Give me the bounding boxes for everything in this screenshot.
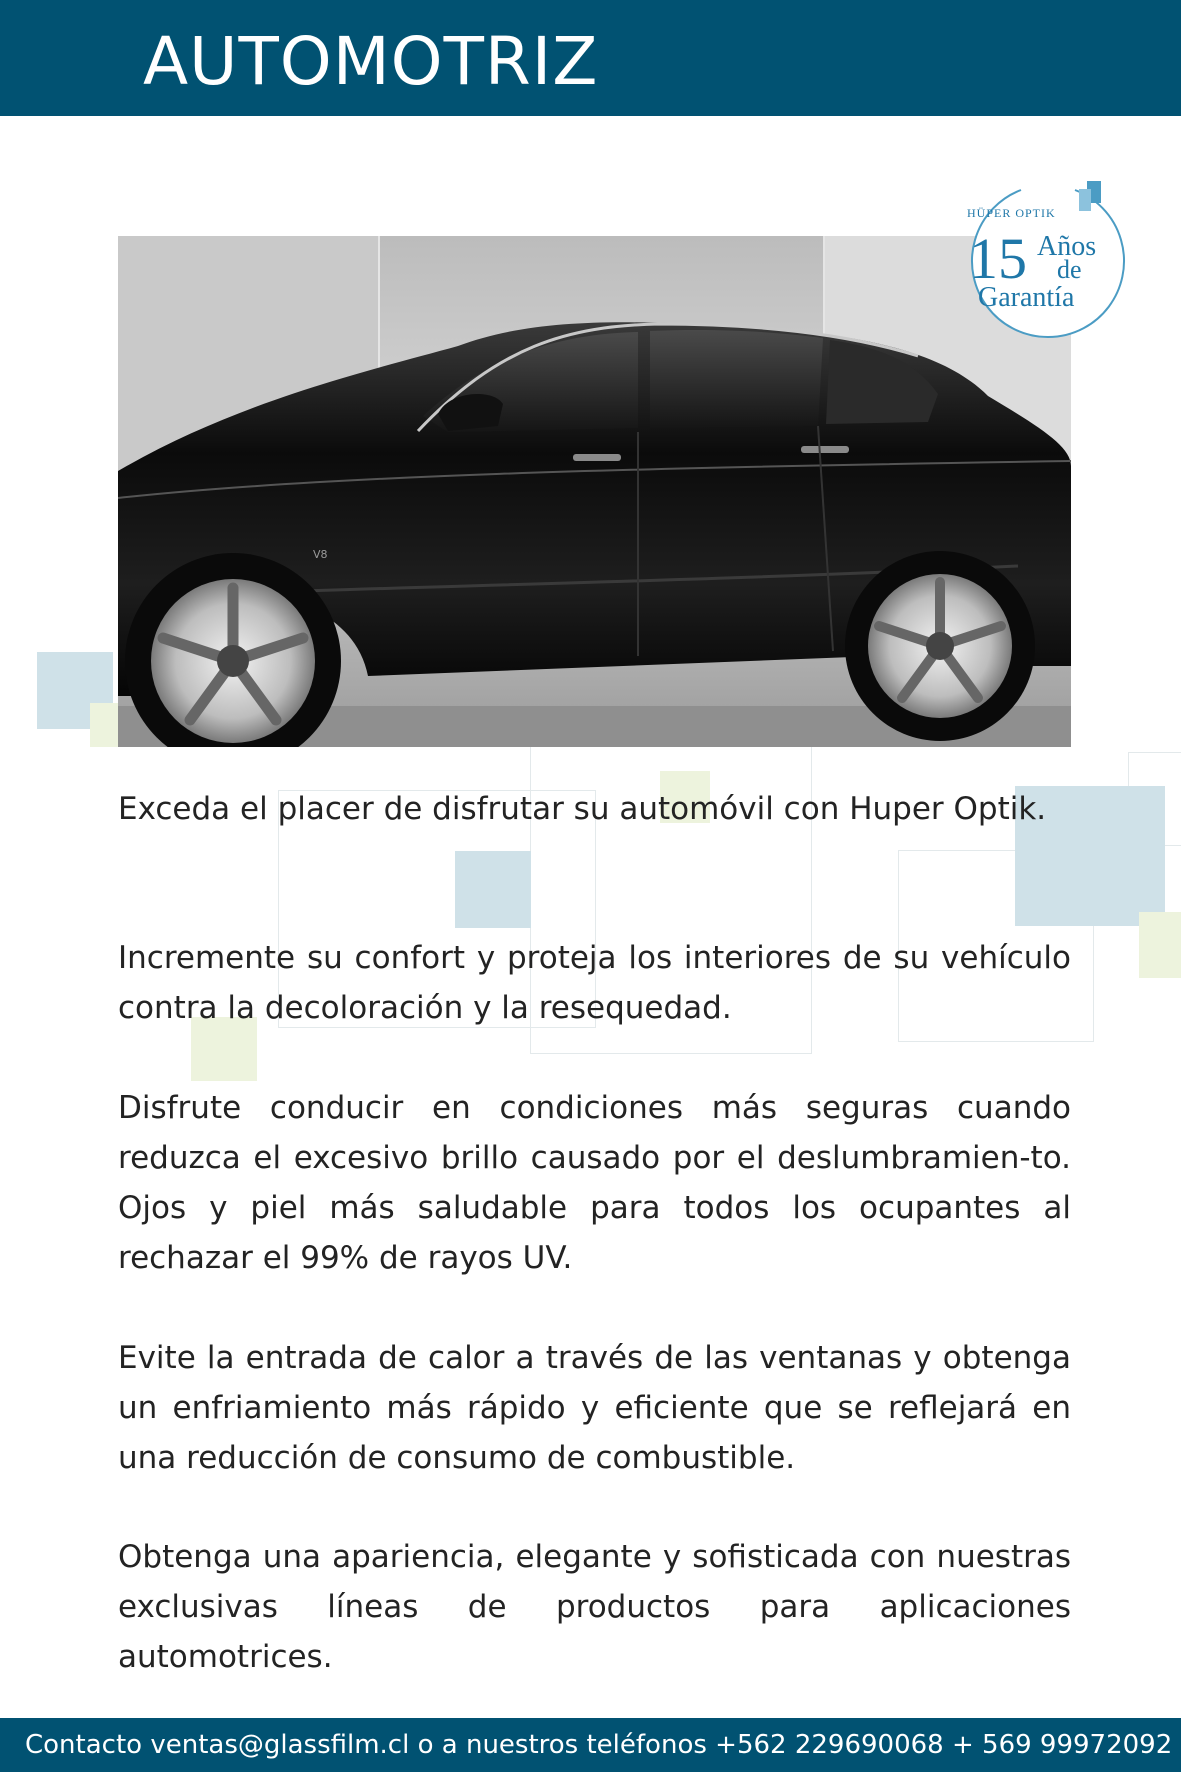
paragraph: Incremente su confort y proteja los interiores de su vehículo contra la decoloración y la resequedad. xyxy=(118,940,1071,1026)
paragraph: Evite la entrada de calor a través de las ventanas y obtenga un enfriamiento más rápido y eficiente que se reflejará en una reducción de consumo de combustible. xyxy=(118,1340,1071,1476)
svg-text:V8: V8 xyxy=(313,548,328,561)
contact-info: Contacto ventas@glassfilm.cl o a nuestros teléfonos +562 229690068 + 569 99972092 xyxy=(25,1730,1173,1760)
car-photo xyxy=(118,236,1071,747)
warranty-badge xyxy=(955,176,1135,341)
deco-square-green xyxy=(90,703,120,747)
deco-square-blue xyxy=(455,851,531,928)
badge-seal xyxy=(955,176,1135,341)
paragraph: Disfrute conducir en condiciones más seguras cuando reduzca el excesivo brillo causado por el deslumbramien-to. Ojos y piel más saludable para todos los ocupantes al rechazar el 99% de rayos UV. xyxy=(118,1090,1071,1276)
badge-line2: de xyxy=(1057,255,1082,284)
badge-line3: Garantía xyxy=(978,282,1075,313)
paragraph: Exceda el placer de disfrutar su automóvil con Huper Optik. xyxy=(118,791,1047,827)
car-image xyxy=(118,236,1071,747)
page-title: AUTOMOTRIZ xyxy=(143,23,599,100)
paragraph: Obtenga una apariencia, elegante y sofisticada con nuestras exclusivas líneas de productos para aplicaciones automotrices. xyxy=(118,1539,1071,1675)
header-bar xyxy=(0,0,1181,116)
deco-square-green xyxy=(1139,912,1181,978)
badge-number: 15 xyxy=(969,226,1027,291)
badge-line1: Años xyxy=(1037,231,1097,262)
badge-brand: HÜPER OPTIK xyxy=(967,206,1056,220)
footer-bar xyxy=(0,1718,1181,1772)
